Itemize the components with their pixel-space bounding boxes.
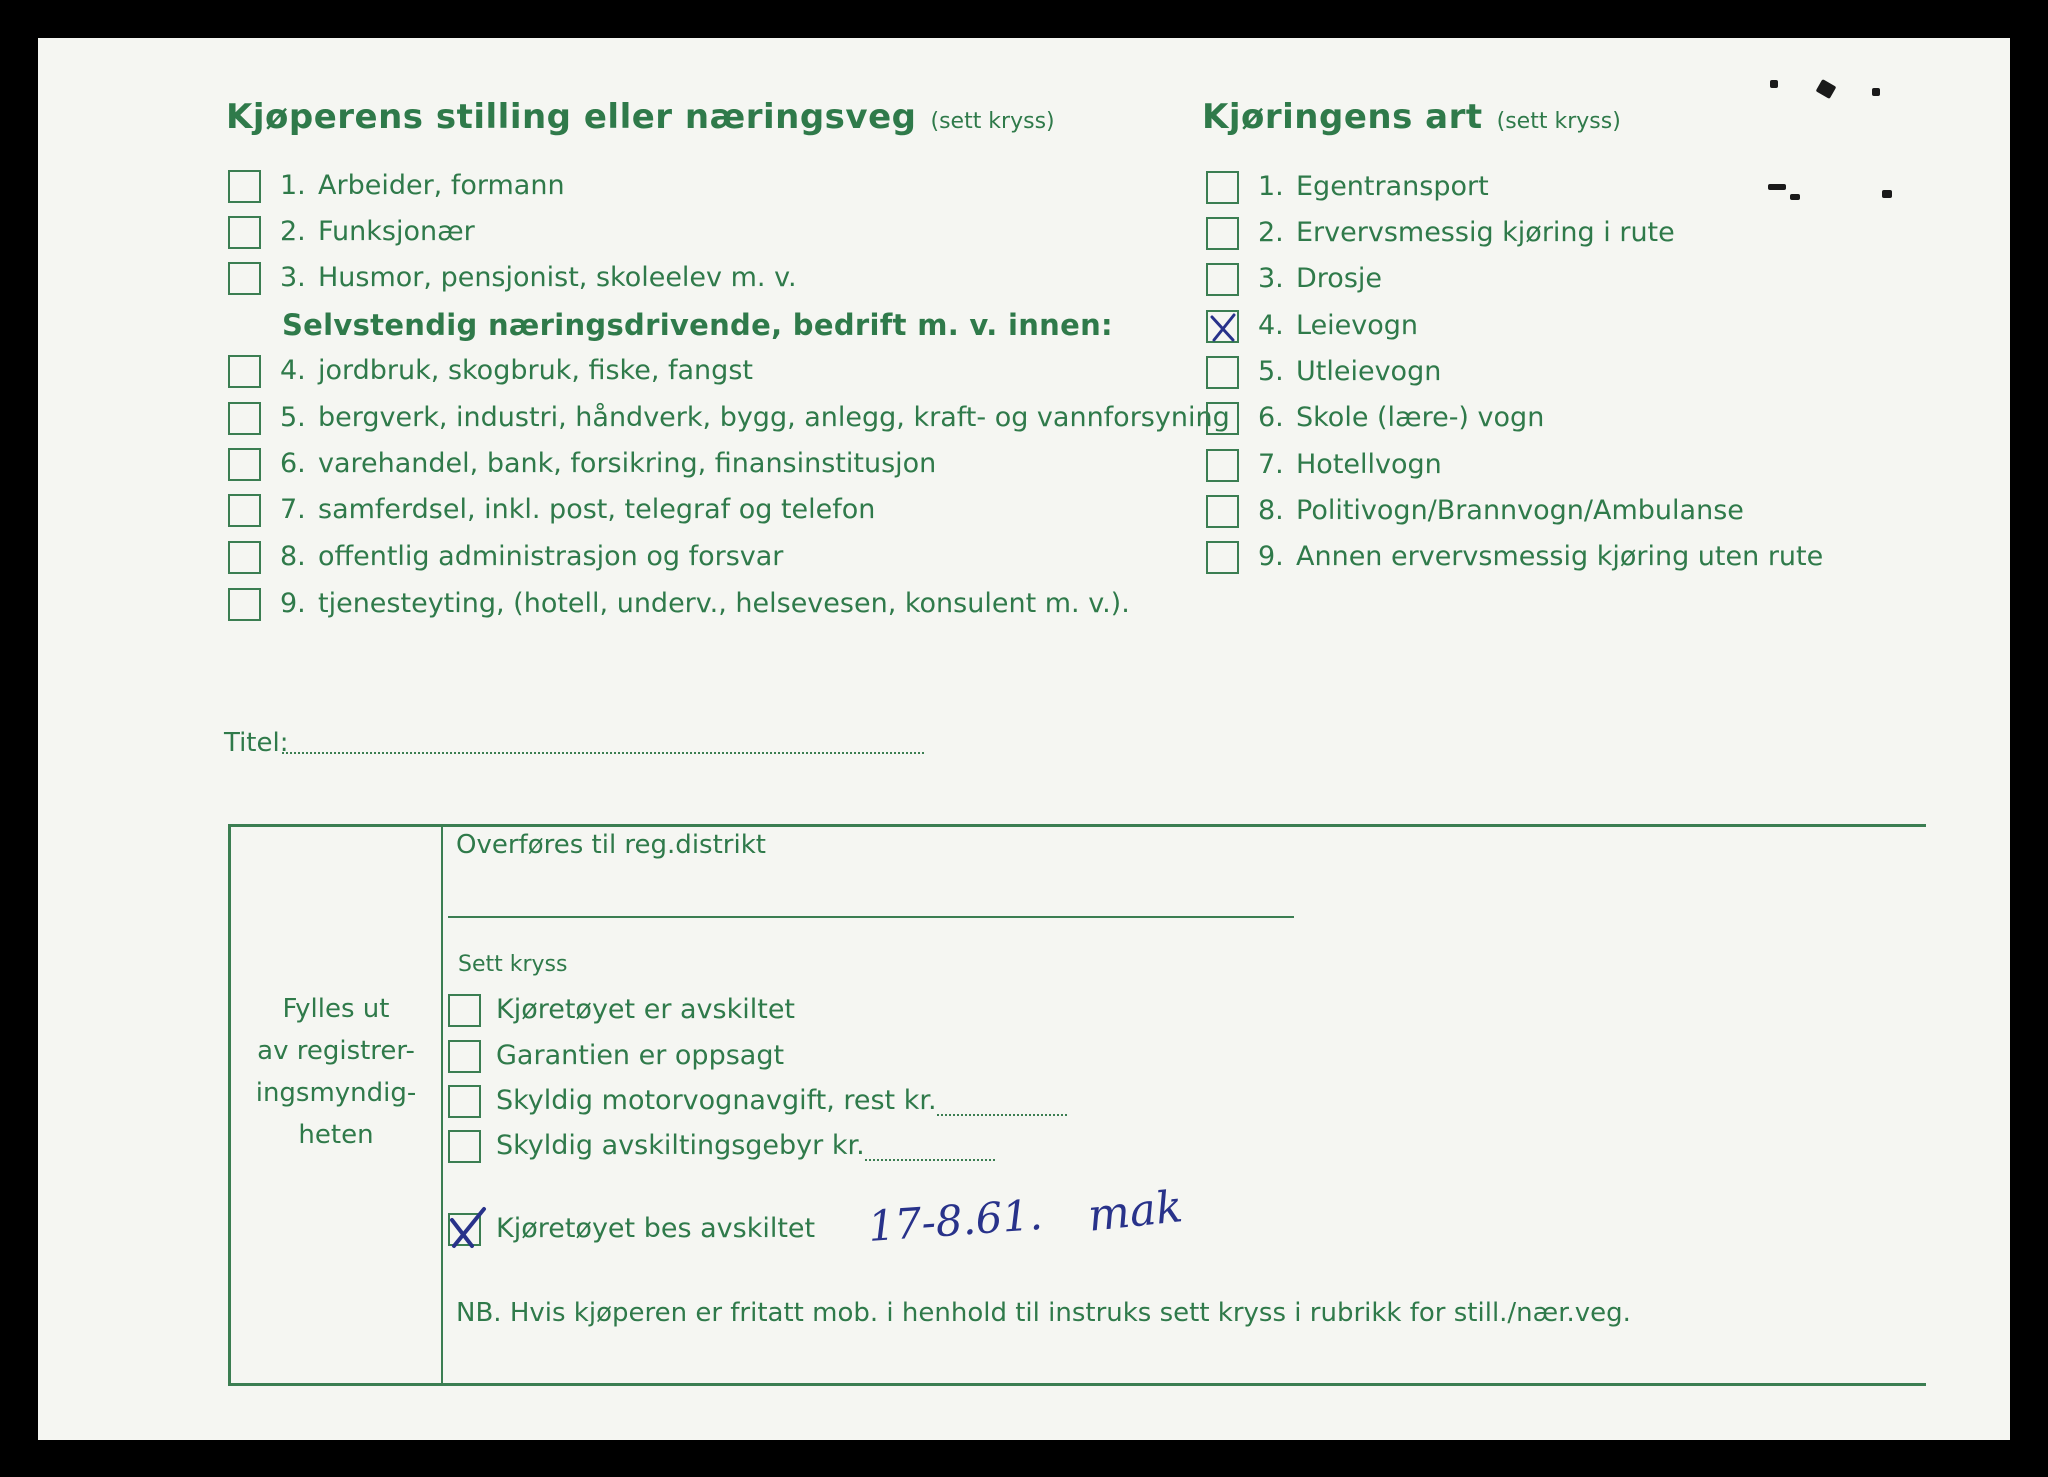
option-label: Politivogn/Brannvogn/Ambulanse	[1296, 495, 1744, 526]
option-label: Ervervsmessig kjøring i rute	[1296, 217, 1675, 248]
amount-input-line[interactable]	[937, 1092, 1067, 1116]
checkbox[interactable]	[228, 355, 261, 388]
instruction-label: Sett kryss	[458, 952, 568, 977]
option-number: 3.	[280, 262, 306, 293]
side-label-line: heten	[298, 1120, 374, 1150]
nb-note: NB. Hvis kjøperen er fritatt mob. i henhold til instruks sett kryss i rubrikk for still./nær.veg.	[456, 1298, 1631, 1328]
option-label: Drosje	[1296, 263, 1382, 294]
checkbox[interactable]	[228, 541, 261, 574]
handwritten-initials: mak	[1085, 1181, 1186, 1242]
registry-divider	[441, 824, 443, 1386]
right-title-hint: (sett kryss)	[1496, 109, 1621, 134]
option-label: Arbeider, formann	[318, 170, 565, 201]
option-number: 8.	[1258, 495, 1284, 526]
checkbox[interactable]	[1206, 263, 1239, 296]
option-number: 1.	[1258, 171, 1284, 202]
scan-mark	[1790, 194, 1800, 200]
left-title-hint: (sett kryss)	[930, 109, 1055, 134]
option-label: Skyldig motorvognavgift, rest kr.	[496, 1085, 937, 1116]
option-label: Hotellvogn	[1296, 449, 1442, 480]
checkbox-checked[interactable]	[448, 1213, 481, 1246]
checkbox[interactable]	[1206, 171, 1239, 204]
option-number: 6.	[1258, 402, 1284, 433]
option-label: bergverk, industri, håndverk, bygg, anlegg, kraft- og vannforsyning	[318, 402, 1230, 433]
checkbox[interactable]	[1206, 495, 1239, 528]
scan-mark	[1882, 190, 1892, 198]
checkbox[interactable]	[1206, 449, 1239, 482]
option-label: Egentransport	[1296, 171, 1489, 202]
side-label-line: Fylles ut	[282, 994, 390, 1024]
option-label: samferdsel, inkl. post, telegraf og telefon	[318, 494, 876, 525]
option-number: 5.	[1258, 356, 1284, 387]
option-label: jordbruk, skogbruk, fiske, fangst	[318, 355, 753, 386]
option-label: Utleievogn	[1296, 356, 1442, 387]
checkbox-checked[interactable]	[1206, 310, 1239, 343]
checkbox[interactable]	[448, 1130, 481, 1163]
scan-mark	[1872, 88, 1880, 96]
option-label: Skole (lære-) vogn	[1296, 402, 1545, 433]
checkbox[interactable]	[448, 1085, 481, 1118]
checkbox[interactable]	[1206, 541, 1239, 574]
option-label: Kjøretøyet er avskiltet	[496, 994, 796, 1025]
option-number: 2.	[1258, 217, 1284, 248]
option-number: 7.	[1258, 449, 1284, 480]
checkbox[interactable]	[1206, 356, 1239, 389]
left-section-title	[226, 97, 1055, 137]
right-title-text: Kjøringens art	[1202, 97, 1483, 137]
option-label: Kjøretøyet bes avskiltet	[496, 1213, 816, 1244]
option-label: Garantien er oppsagt	[496, 1040, 785, 1071]
handwritten-x-icon	[1206, 310, 1239, 343]
option-number: 4.	[1258, 310, 1284, 341]
option-number: 9.	[1258, 541, 1284, 572]
option-label: Funksjonær	[318, 216, 475, 247]
checkbox[interactable]	[228, 588, 261, 621]
side-label-line: ingsmyndig-	[255, 1078, 417, 1108]
option-number: 4.	[280, 355, 306, 386]
option-label: varehandel, bank, forsikring, finansinstitusjon	[318, 448, 937, 479]
checkbox[interactable]	[228, 448, 261, 481]
checkbox[interactable]	[1206, 217, 1239, 250]
side-label-line: av registrer-	[257, 1036, 415, 1066]
handwritten-date: 17-8.61.	[866, 1189, 1045, 1252]
option-number: 8.	[280, 541, 306, 572]
checkbox[interactable]	[228, 402, 261, 435]
option-label: offentlig administrasjon og forsvar	[318, 541, 784, 572]
scan-mark	[1768, 184, 1786, 190]
checkbox[interactable]	[448, 1040, 481, 1073]
option-label: Leievogn	[1296, 310, 1419, 341]
option-number: 6.	[280, 448, 306, 479]
titel-label: Titel:	[224, 728, 289, 758]
option-number: 1.	[280, 170, 306, 201]
option-label: Annen ervervsmessig kjøring uten rute	[1296, 541, 1824, 572]
checkbox[interactable]	[228, 216, 261, 249]
checkbox[interactable]	[228, 494, 261, 527]
checkbox[interactable]	[1206, 402, 1239, 435]
option-label: Husmor, pensjonist, skoleelev m. v.	[318, 262, 797, 293]
amount-input-line[interactable]	[865, 1137, 995, 1161]
checkbox[interactable]	[228, 262, 261, 295]
option-label: tjenesteyting, (hotell, underv., helsevesen, konsulent m. v.).	[318, 588, 1130, 619]
right-section-title	[1202, 97, 1621, 137]
transfer-input-line[interactable]	[448, 916, 1294, 918]
self-employed-subheading: Selvstendig næringsdrivende, bedrift m. v. innen:	[282, 308, 1113, 342]
left-title-text: Kjøperens stilling eller næringsveg	[226, 97, 917, 137]
option-number: 2.	[280, 216, 306, 247]
checkbox[interactable]	[448, 994, 481, 1027]
registry-side-label	[238, 988, 434, 1156]
option-number: 9.	[280, 588, 306, 619]
transfer-label: Overføres til reg.distrikt	[456, 830, 766, 860]
handwritten-x-icon	[444, 1206, 488, 1250]
option-number: 7.	[280, 494, 306, 525]
scan-mark	[1770, 80, 1778, 88]
checkbox[interactable]	[228, 170, 261, 203]
option-number: 3.	[1258, 263, 1284, 294]
titel-input-line[interactable]	[282, 752, 924, 754]
option-label: Skyldig avskiltingsgebyr kr.	[496, 1130, 865, 1161]
option-number: 5.	[280, 402, 306, 433]
